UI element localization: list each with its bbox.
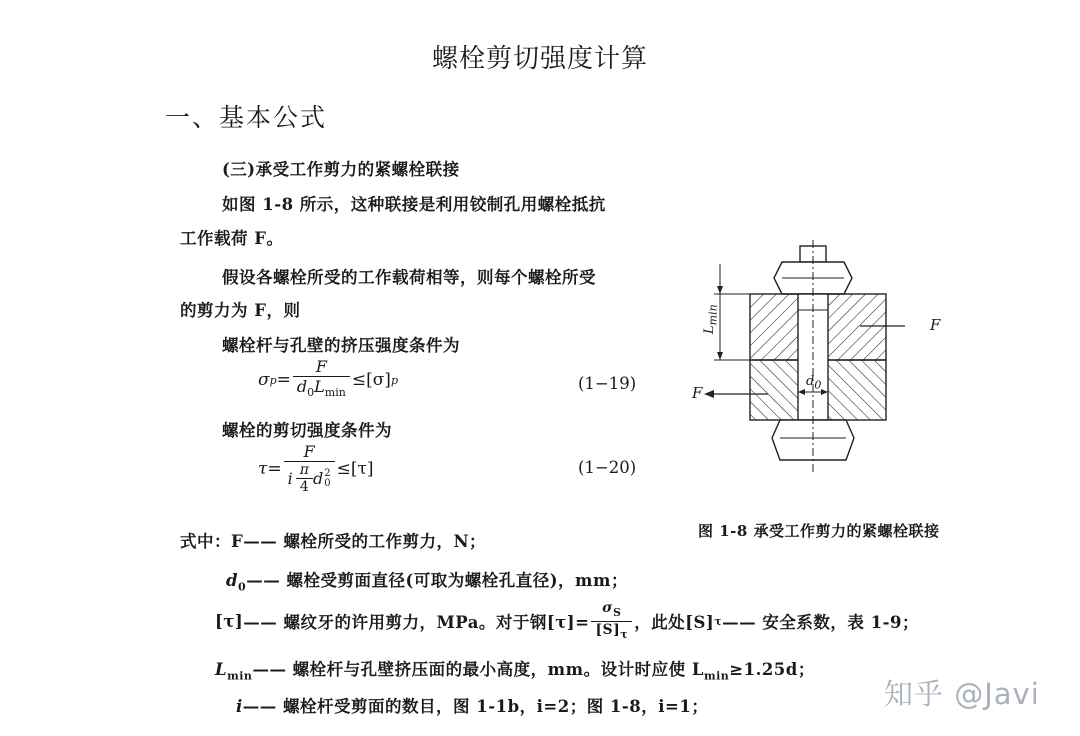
legend-tau: [τ] —— 螺纹牙的许用剪力，MPa。对于钢[τ]= $\frac{\sigma_S}{[S]_\tau}$ ，此处[S] τ —— 安全系数，表 1-9； [215,600,919,641]
eq1-numerator: F [315,357,327,376]
eq1-rhs-sub: p [390,373,398,387]
figure-label-Lmin: $L_{min}$ [702,304,720,334]
bolt-joint-figure [690,240,905,480]
crush-condition-text: 螺栓杆与孔壁的挤压强度条件为 [222,336,460,355]
paragraph-2-line-2: 的剪力为 F，则 [180,301,301,320]
eq1-fraction [293,357,350,403]
eq1-lhs: σ [258,370,270,391]
eq1-equals: = [276,370,291,391]
paragraph-2-line-1: 假设各螺栓所受的工作载荷相等，则每个螺栓所受 [222,268,596,287]
legend-d0: $d_0——$ 螺栓受剪面直径(可取为螺栓孔直径)，mm； [226,571,628,594]
figure-caption: 图 1-8 承受工作剪力的紧螺栓联接 [698,522,940,540]
figure-label-d0: $d_0$ [806,374,822,392]
legend-i: i—— 螺栓杆受剪面的数目，图 1-1b，i=2；图 1-8，i=1； [236,697,709,716]
eq2-rhs: ≤[τ] [336,458,374,479]
legend-tau-fraction: $\frac{\sigma_S}{[S]_\tau}$ [591,600,632,643]
eq2-fraction [284,442,335,495]
watermark: 知乎 @Javi [884,677,1040,711]
eq2-lhs: τ= [258,458,282,479]
eq1-denominator: $d_0L_{min}$ [293,376,350,403]
equation-number-1-20: (1−20) [578,458,637,477]
eq2-denominator: i $\frac{\pi}{4}$ d 2 0 [284,461,335,495]
shear-condition-text: 螺栓的剪切强度条件为 [222,421,392,440]
equation-number-1-19: (1−19) [578,374,637,393]
legend-Lmin: $L_{min}——$ 螺栓杆与孔壁挤压面的最小高度，mm。设计时应使 $L_{min}\ge 1.25d$； [215,660,815,683]
page-title: 螺栓剪切强度计算 [431,44,648,74]
eq1-lhs-sub: p [269,373,277,387]
eq2-numerator: F [303,442,315,461]
legend-F: 式中：F—— 螺栓所受的工作剪力，N； [180,532,487,551]
section-heading: 一、基本公式 [165,103,328,132]
equation-1-20 [258,442,374,495]
paragraph-1-line-2: 工作载荷 F。 [180,229,284,248]
equation-1-19 [258,357,398,403]
eq1-rhs: ≤[σ] [351,370,391,391]
subsection-heading: (三)承受工作剪力的紧螺栓联接 [222,160,460,179]
figure-label-F-left: F [692,384,703,402]
figure-label-F-right: F [930,316,941,334]
paragraph-1-line-1: 如图 1-8 所示，这种联接是利用铰制孔用螺栓抵抗 [222,195,606,214]
